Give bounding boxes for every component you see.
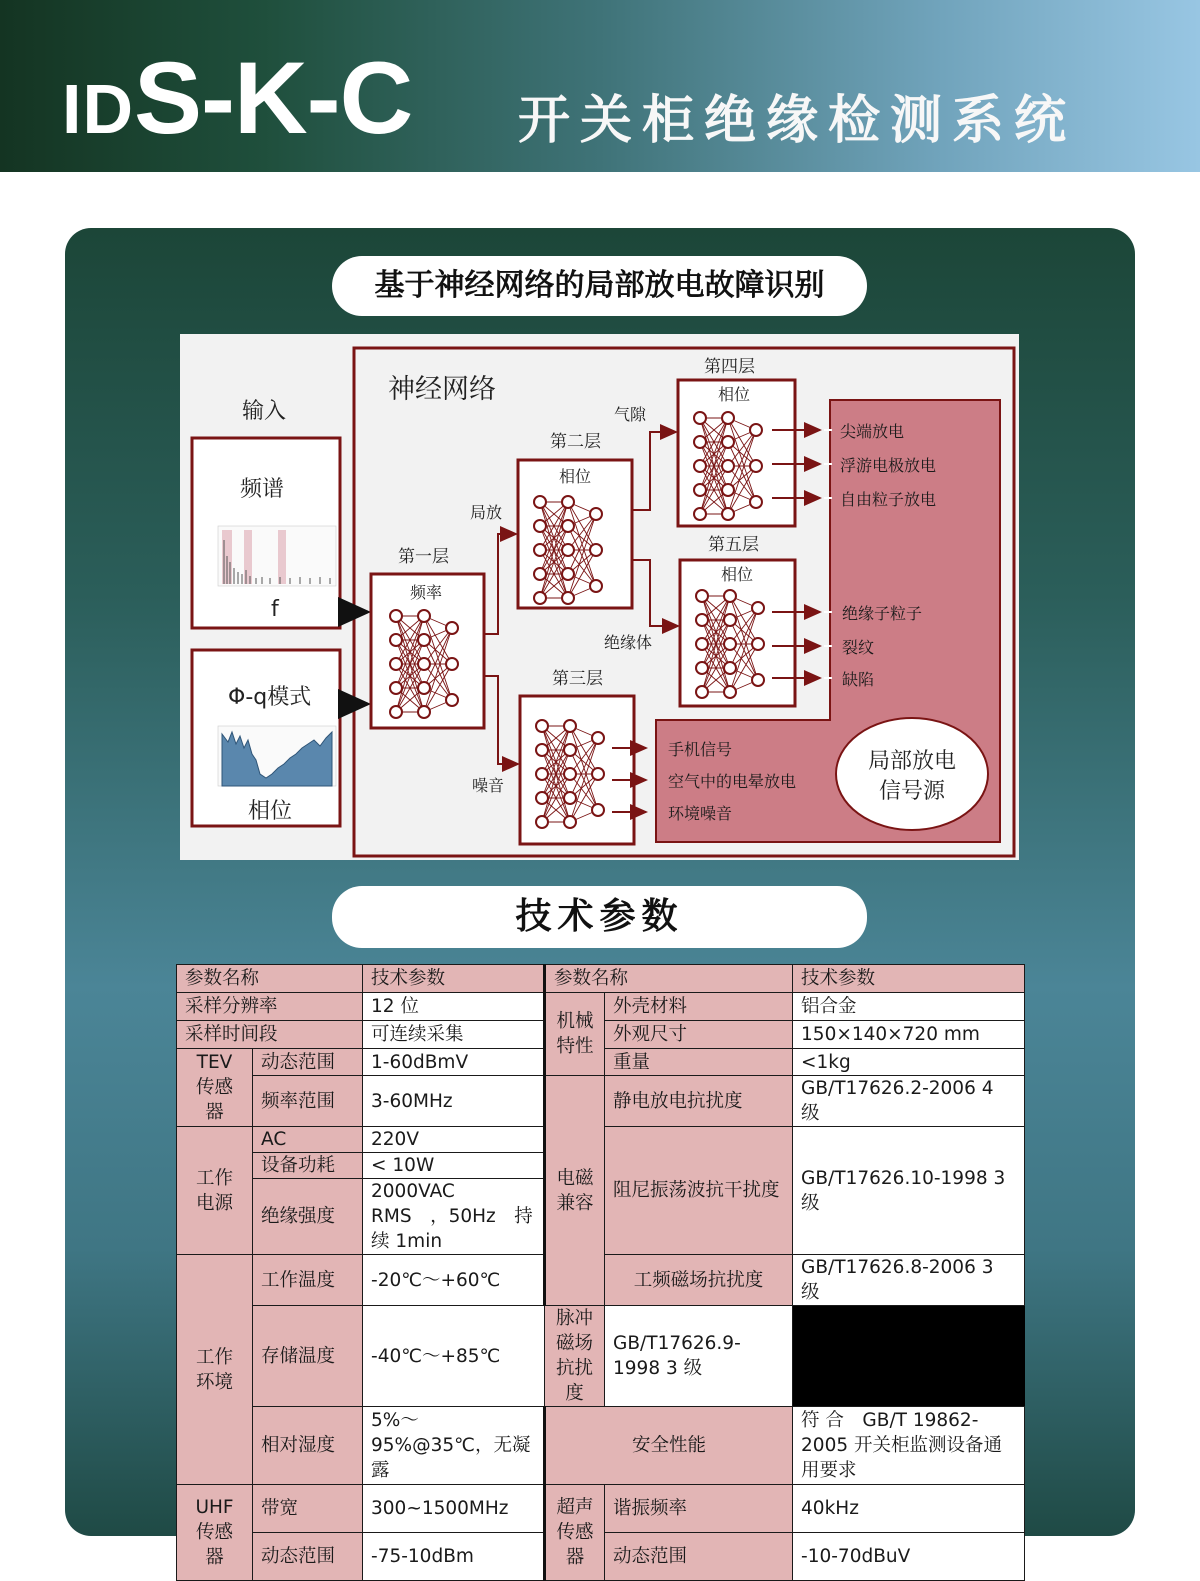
param-value: -75-10dBm bbox=[363, 1533, 545, 1581]
output-l5-1: 绝缘子粒子 bbox=[842, 604, 923, 623]
layer2-label: 相位 bbox=[559, 467, 592, 486]
header-param-value-1: 技术参数 bbox=[363, 965, 545, 993]
param-value: -20℃～+60℃ bbox=[363, 1255, 545, 1306]
layer2-title: 第二层 bbox=[550, 432, 601, 452]
table-row bbox=[177, 993, 1025, 1021]
table-row bbox=[177, 1485, 1025, 1533]
layer1-label: 频率 bbox=[410, 583, 443, 602]
param-value: 符 合 GB/T 19862-2005 开关柜监测设备通用要求 bbox=[793, 1407, 1025, 1485]
spectrum-chart bbox=[218, 526, 336, 586]
edge-label-airgap: 气隙 bbox=[614, 405, 647, 424]
param-name: 静电放电抗扰度 bbox=[605, 1076, 793, 1127]
table-row bbox=[177, 1407, 1025, 1485]
param-name: 谐振频率 bbox=[605, 1485, 793, 1533]
param-name: 动态范围 bbox=[253, 1533, 363, 1581]
param-name: 阻尼振荡波抗干扰度 bbox=[605, 1127, 793, 1255]
edge-l2-l5 bbox=[632, 560, 678, 626]
edge-label-noise: 噪音 bbox=[472, 776, 505, 795]
param-name: 相对湿度 bbox=[253, 1407, 363, 1485]
output-l3-2: 空气中的电晕放电 bbox=[668, 772, 797, 791]
param-value: 2000VAC RMS ，50Hz 持续 1min bbox=[363, 1179, 545, 1255]
param-value: 12 位 bbox=[363, 993, 545, 1021]
output-l3-3: 环境噪音 bbox=[668, 804, 733, 823]
layer4-title: 第四层 bbox=[704, 357, 755, 377]
neural-network-diagram bbox=[180, 334, 1019, 860]
signal-source-ellipse bbox=[836, 718, 988, 830]
param-name: 外壳材料 bbox=[605, 993, 793, 1021]
group-label: 工作 电源 bbox=[177, 1127, 253, 1255]
param-value: 铝合金 bbox=[793, 993, 1025, 1021]
product-logo: IDS-K-C bbox=[62, 41, 413, 155]
edge-l1-l2 bbox=[484, 534, 516, 634]
param-name: 绝缘强度 bbox=[253, 1179, 363, 1255]
layer5-label: 相位 bbox=[721, 565, 754, 584]
section-title-specs: 技术参数 bbox=[332, 886, 867, 948]
table-header-row bbox=[177, 965, 1025, 993]
param-value: 3-60MHz bbox=[363, 1076, 545, 1127]
param-name: AC bbox=[253, 1127, 363, 1153]
param-name: 工频磁场抗扰度 bbox=[605, 1255, 793, 1306]
table-row bbox=[177, 1306, 1025, 1407]
group-label: 超声 传感 器 bbox=[545, 1485, 605, 1581]
layer4-label: 相位 bbox=[718, 385, 751, 404]
param-value: 300~1500MHz bbox=[363, 1485, 545, 1533]
product-subtitle: 开关柜绝缘检测系统 bbox=[518, 91, 1077, 151]
param-value: 220V bbox=[363, 1127, 545, 1153]
param-name: 重量 bbox=[605, 1049, 793, 1076]
param-value: -40℃～+85℃ bbox=[363, 1306, 545, 1407]
layer1-title: 第一层 bbox=[398, 547, 449, 567]
signal-source-line2: 信号源 bbox=[878, 779, 946, 804]
param-value: -10-70dBuV bbox=[793, 1533, 1025, 1581]
param-name: 采样分辨率 bbox=[177, 993, 363, 1021]
group-label: TEV 传感 器 bbox=[177, 1049, 253, 1127]
pattern-title: Φ-q模式 bbox=[228, 685, 312, 710]
output-l5-3: 缺陷 bbox=[842, 670, 875, 689]
spectrum-title: 频谱 bbox=[240, 477, 285, 502]
param-value: 可连续采集 bbox=[363, 1021, 545, 1049]
output-l5-2: 裂纹 bbox=[842, 638, 875, 657]
param-value: 5%～95%@35℃，无凝露 bbox=[363, 1407, 545, 1485]
param-name: 设备功耗 bbox=[253, 1153, 363, 1179]
param-value: GB/T17626.8-2006 3 级 bbox=[793, 1255, 1025, 1306]
input-title: 输入 bbox=[242, 399, 287, 424]
param-name: 安全性能 bbox=[545, 1407, 793, 1485]
layer3-title: 第三层 bbox=[552, 669, 603, 689]
output-l3-1: 手机信号 bbox=[668, 740, 733, 759]
group-label: UHF 传感 器 bbox=[177, 1485, 253, 1581]
group-label: 机械 特性 bbox=[545, 993, 605, 1076]
output-l4-1: 尖端放电 bbox=[840, 422, 905, 441]
header-banner bbox=[0, 0, 1200, 172]
param-name: 动态范围 bbox=[253, 1049, 363, 1076]
param-name: 外观尺寸 bbox=[605, 1021, 793, 1049]
edge-l2-l4 bbox=[632, 432, 676, 510]
param-value: GB/T17626.2-2006 4 级 bbox=[793, 1076, 1025, 1127]
param-name: 采样时间段 bbox=[177, 1021, 363, 1049]
header-param-name-2: 参数名称 bbox=[545, 965, 793, 993]
param-value: GB/T17626.9-1998 3 级 bbox=[605, 1306, 793, 1407]
edge-l1-l3 bbox=[484, 676, 518, 764]
group-label: 工作 环境 bbox=[177, 1255, 253, 1485]
table-row bbox=[177, 1076, 1025, 1127]
header-param-value-2: 技术参数 bbox=[793, 965, 1025, 993]
spec-table bbox=[176, 964, 1025, 1581]
param-value: < 10W bbox=[363, 1153, 545, 1179]
pattern-axis-label: 相位 bbox=[248, 799, 293, 824]
output-l4-2: 浮游电极放电 bbox=[840, 456, 937, 475]
param-name: 动态范围 bbox=[605, 1533, 793, 1581]
param-name: 存储温度 bbox=[253, 1306, 363, 1407]
edge-label-pd: 局放 bbox=[470, 503, 503, 522]
header-param-name-1: 参数名称 bbox=[177, 965, 363, 993]
nn-title: 神经网络 bbox=[388, 374, 496, 405]
param-value: <1kg bbox=[793, 1049, 1025, 1076]
param-name: 脉冲磁场抗扰度 bbox=[545, 1306, 605, 1407]
param-value: 40kHz bbox=[793, 1485, 1025, 1533]
group-label: 电磁 兼容 bbox=[545, 1076, 605, 1306]
param-name: 带宽 bbox=[253, 1485, 363, 1533]
pattern-chart bbox=[218, 726, 336, 786]
param-name: 频率范围 bbox=[253, 1076, 363, 1127]
section-title-neural: 基于神经网络的局部放电故障识别 bbox=[332, 256, 867, 316]
output-l4-3: 自由粒子放电 bbox=[840, 490, 937, 509]
edge-label-insulator: 绝缘体 bbox=[604, 633, 653, 652]
spectrum-axis-label: f bbox=[271, 597, 279, 622]
param-value: 150×140×720 mm bbox=[793, 1021, 1025, 1049]
signal-source-line1: 局部放电 bbox=[867, 749, 957, 774]
param-value: GB/T17626.10-1998 3 级 bbox=[793, 1127, 1025, 1255]
param-value: 1-60dBmV bbox=[363, 1049, 545, 1076]
layer5-title: 第五层 bbox=[708, 535, 759, 555]
param-name: 工作温度 bbox=[253, 1255, 363, 1306]
